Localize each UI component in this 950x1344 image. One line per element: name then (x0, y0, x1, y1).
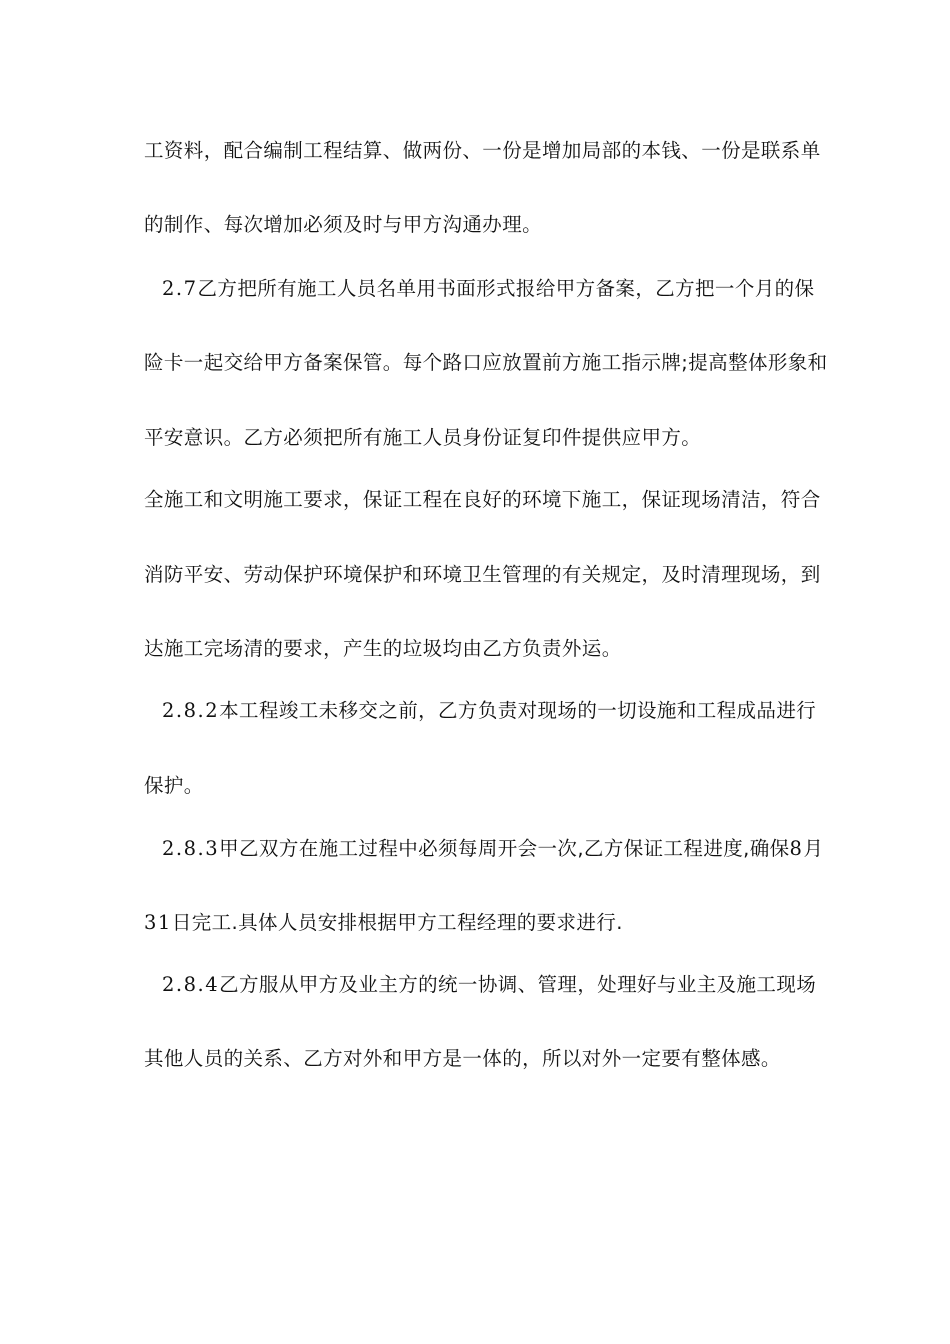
clause-number: 2.7 (162, 277, 198, 300)
body-text-line: 其他人员的关系、乙方对外和甲方是一体的，所以对外一定要有整体感。 (144, 1047, 781, 1070)
body-text-line: 险卡一起交给甲方备案保管。每个路口应放置前方施工指示牌;提高整体形象和 (144, 351, 828, 374)
clause-2-8-2 (162, 698, 816, 724)
clause-2-8-4 (162, 972, 816, 998)
clause-2-7 (162, 276, 814, 302)
body-text-line: 工资料，配合编制工程结算、做两份、一份是增加局部的本钱、一份是联系单 (144, 139, 821, 162)
clause-text: 乙方把所有施工人员名单用书面形式报给甲方备案，乙方把一个月的保 (197, 277, 815, 300)
line-text: 日完工.具体人员安排根据甲方工程经理的要求进行. (171, 911, 623, 934)
body-text-line: 保护。 (144, 774, 204, 797)
body-text-line: 全施工和文明施工要求，保证工程在良好的环境下施工，保证现场清洁，符合 (144, 488, 821, 511)
clause-number: 2.8.3 (162, 837, 220, 860)
body-text-line: 达施工完场清的要求，产生的垃圾均由乙方负责外运。 (144, 637, 622, 660)
body-text-line (144, 910, 623, 936)
body-text-line: 的制作、每次增加必须及时与甲方沟通办理。 (144, 213, 543, 236)
clause-text: 甲乙双方在施工过程中必须每周开会一次,乙方保证工程进度,确保 (219, 837, 790, 860)
clause-2-8-3 (162, 836, 823, 862)
clause-text-end: 月 (803, 837, 824, 860)
clause-text: 乙方服从甲方及业主方的统一协调、管理，处理好与业主及施工现场 (219, 973, 817, 996)
clause-number: 2.8.2 (162, 699, 220, 722)
clause-text: 本工程竣工未移交之前，乙方负责对现场的一切设施和工程成品进行 (219, 699, 817, 722)
body-text-line: 消防平安、劳动保护环境保护和环境卫生管理的有关规定，及时清理现场，到 (144, 563, 821, 586)
day-number: 31 (144, 911, 172, 934)
clause-number: 2.8.4 (162, 973, 220, 996)
body-text-line: 平安意识。乙方必须把所有施工人员身份证复印件提供应甲方。 (144, 426, 702, 449)
month-number: 8 (789, 837, 804, 860)
